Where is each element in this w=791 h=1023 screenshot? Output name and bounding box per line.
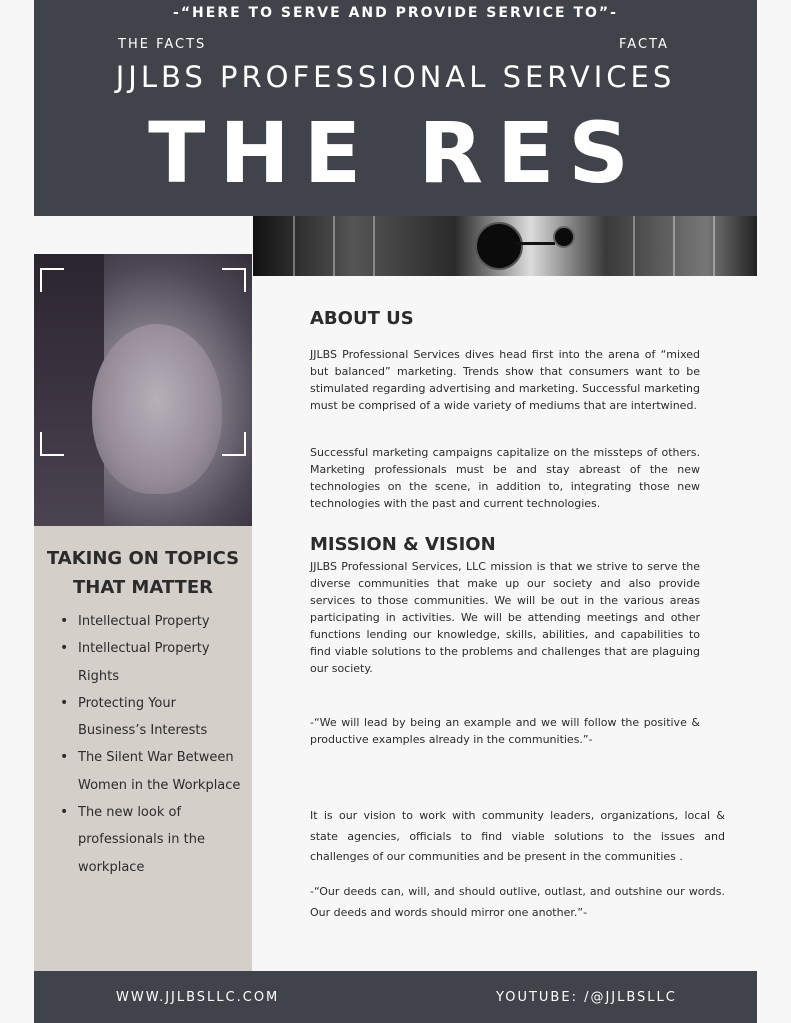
about-paragraph-2: Successful marketing campaigns capitalize on the missteps of others. Marketing professionals must be and stay abreast of the new technologies on the scene, in addition to, integrating those new technologies with the past and current technologies. bbox=[310, 446, 700, 510]
street-lamp-icon bbox=[475, 222, 523, 270]
tagline: -“HERE TO SERVE AND PROVIDE SERVICE TO”- bbox=[173, 5, 618, 21]
mission-paragraph: JJLBS Professional Services, LLC mission is that we strive to serve the diverse communities that make up our society and also provide services to those communities. We will be out in the various areas participating in activities. We will be attending meetings and other functions lending our knowledge, skills, abilities, and capabilities to find viable solutions to the problems and challenges that are plaguing our society. bbox=[310, 560, 700, 675]
youtube-link[interactable]: YOUTUBE: /@JJLBSLLC bbox=[496, 990, 677, 1005]
mission-heading: MISSION & VISION bbox=[310, 534, 496, 555]
facts-right-label: FACTA bbox=[619, 37, 669, 52]
footer-bar bbox=[34, 971, 757, 1023]
about-paragraph-1: JJLBS Professional Services dives head first into the arena of “mixed but balanced” marketing. Trends show that consumers want to be stimulated regarding advertising and marketing. Successful marketing must be comprised of a wide variety of mediums that are intertwined. bbox=[310, 348, 700, 412]
sidebar-title: TAKING ON TOPICS THAT MATTER bbox=[46, 548, 240, 598]
about-heading: ABOUT US bbox=[310, 308, 414, 329]
company-name: JJLBS PROFESSIONAL SERVICES bbox=[115, 60, 676, 94]
list-item: • The new look of professionals in the workplace bbox=[60, 799, 245, 881]
vision-quote: -“Our deeds can, will, and should outlive, outlast, and outshine our words. Our deeds and words should mirror one another.”- bbox=[310, 885, 725, 919]
list-item: • Intellectual Property Rights bbox=[60, 635, 245, 690]
list-item: • Intellectual Property bbox=[60, 608, 245, 635]
architecture-photo bbox=[253, 216, 757, 276]
vision-paragraph: It is our vision to work with community leaders, organizations, local & state agencies, officials to find viable solutions to the issues and challenges of our communities and be present in the communities . bbox=[310, 809, 725, 863]
street-lamp-icon bbox=[553, 226, 575, 248]
portrait-photo bbox=[34, 254, 252, 526]
list-item: • The Silent War Between Women in the Workplace bbox=[60, 744, 245, 799]
facts-left-label: THE FACTS bbox=[118, 37, 207, 52]
header-banner bbox=[34, 0, 757, 216]
topics-list bbox=[60, 608, 245, 881]
page-title: THE RES bbox=[148, 104, 643, 202]
topics-sidebar bbox=[34, 526, 252, 971]
list-item: • Protecting Your Business’s Interests bbox=[60, 690, 245, 745]
website-link[interactable]: WWW.JJLBSLLC.COM bbox=[116, 990, 280, 1005]
mission-quote: -“We will lead by being an example and we will follow the positive & productive examples already in the communities.”- bbox=[310, 716, 700, 746]
